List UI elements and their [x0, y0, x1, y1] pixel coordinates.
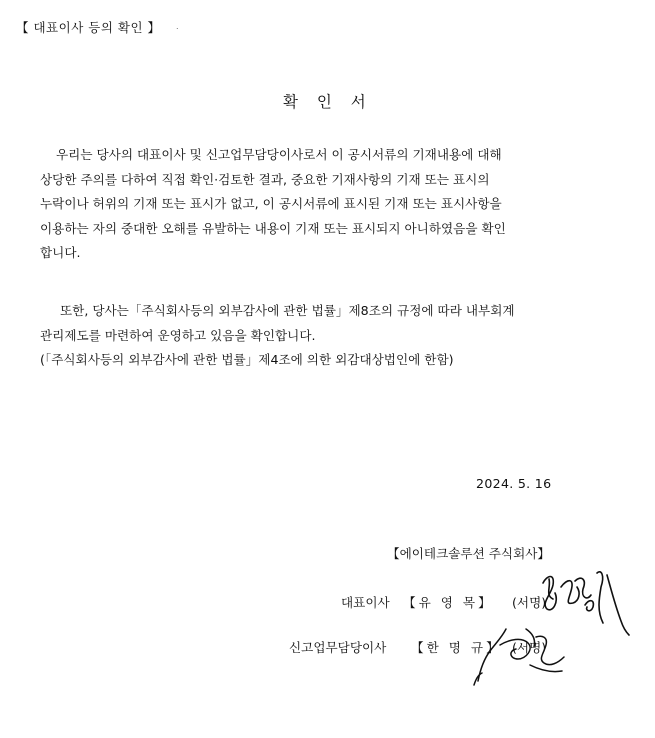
paragraph-note: (「주식회사등의 외부감사에 관한 법률」제4조에 의한 외감대상법인에 한함) [40, 352, 454, 367]
paragraph-line: 우리는 당사의 대표이사 및 신고업무담당이사로서 이 공시서류의 기재내용에 대해 [56, 147, 502, 162]
ceo-signature-label: (서명) [512, 595, 547, 610]
company-name: 【에이테크솔루션 주식회사】 [387, 546, 551, 561]
document-title: 확 인 서 [283, 93, 373, 111]
paragraph-line: 관리제도를 마련하여 운영하고 있음을 확인합니다. [40, 327, 316, 343]
cco-name: 【한 명 규】 [411, 640, 502, 655]
internal-control-paragraph [40, 299, 580, 373]
cco-signature-label: (서명) [512, 640, 547, 655]
confirmation-paragraph [40, 143, 580, 266]
cco-role-label: 신고업무담당이사 [289, 640, 387, 655]
paragraph-line: 이용하는 자의 중대한 오해를 유발하는 내용이 기재 또는 표시되지 아니하였음을 확인 [40, 220, 506, 236]
ceo-name: 【유 영 목】 [403, 595, 494, 610]
ceo-role-label: 대표이사 [341, 595, 390, 610]
header-mark: . [176, 22, 179, 31]
section-header: 【 대표이사 등의 확인 】 [16, 20, 161, 35]
paragraph-line: 또한, 당사는「주식회사등의 외부감사에 관한 법률」제8조의 규정에 따라 내부회계 [60, 303, 515, 318]
paragraph-line: 누락이나 허위의 기재 또는 표시가 없고, 이 공시서류에 표시된 기재 또는 표시사항을 [40, 196, 502, 211]
document-date: 2024. 5. 16 [476, 476, 552, 491]
paragraph-line: 합니다. [40, 245, 81, 260]
paragraph-line: 상당한 주의를 다하여 직접 확인·검토한 결과, 중요한 기재사항의 기재 또는 표시의 [40, 171, 490, 187]
